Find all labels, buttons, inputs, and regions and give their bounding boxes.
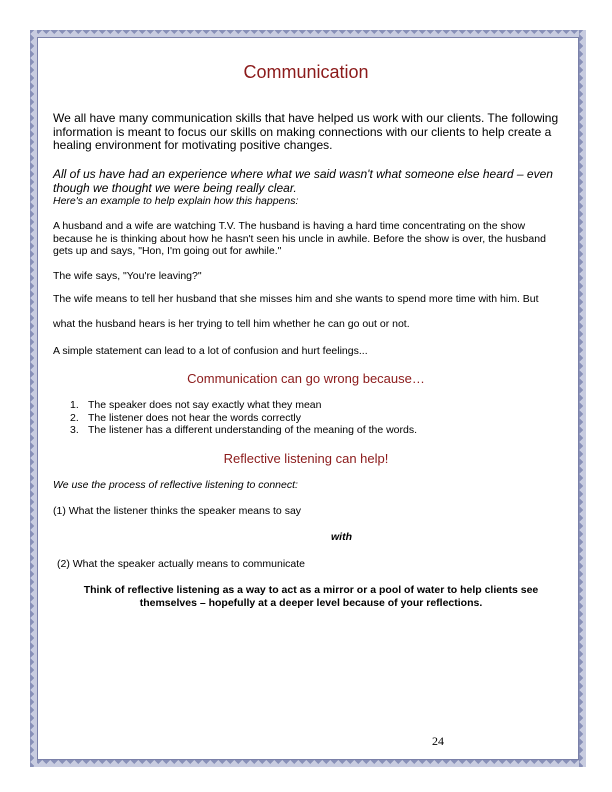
- mirror-statement: Think of reflective listening as a way to act as a mirror or a pool of water to help clients see themselves – hopefully at a deeper level because of your reflections.: [83, 584, 539, 609]
- list-item: 1. The speaker does not say exactly what they mean: [70, 399, 322, 411]
- list-item: 2. The listener does not hear the words correctly: [70, 411, 302, 424]
- page-border-top: [30, 30, 586, 37]
- with-label: with: [331, 531, 352, 543]
- process-intro: We use the process of reflective listening to connect:: [53, 479, 298, 491]
- wife-says: The wife says, "You're leaving?": [53, 270, 202, 282]
- page-border-left: [30, 30, 37, 767]
- list-item: 3. The listener has a different understanding of the meaning of the words.: [70, 424, 418, 436]
- page-border-right: [579, 30, 586, 767]
- story-paragraph: A husband and a wife are watching T.V. The husband is having a hard time concentrating on the show because he is thinking about how he hasn't seen his uncle in awhile. Before the show is over, the husband gets up and says, "Hon, I'm going out for awhile.": [53, 220, 546, 257]
- reflective-heading: Reflective listening can help!: [223, 451, 389, 466]
- listener-thinks: (1) What the listener thinks the speaker means to say: [53, 505, 302, 517]
- speaker-means: (2) What the speaker actually means to communicate: [57, 558, 306, 570]
- intro-paragraph: We all have many communication skills that have helped us work with our clients. The following information is meant to focus our skills on making connections with our clients to help create a healing environment for motivating positive changes.: [53, 111, 559, 152]
- wrong-heading: Communication can go wrong because…: [187, 371, 425, 386]
- confusion-statement: A simple statement can lead to a lot of confusion and hurt feelings...: [53, 345, 368, 357]
- wrong-list: [70, 399, 550, 437]
- husband-hears: what the husband hears is her trying to tell him whether he can go out or not.: [53, 318, 410, 330]
- page-title: Communication: [243, 62, 369, 82]
- page-number: 24: [432, 734, 444, 748]
- experience-paragraph: All of us have had an experience where what we said wasn't what someone else heard – even though we thought we were being really clear.: [53, 167, 553, 195]
- example-intro: Here's an example to help explain how this happens:: [53, 195, 299, 207]
- wife-means: The wife means to tell her husband that she misses him and she wants to spend more time with him. But: [53, 293, 539, 305]
- page-border-bottom: [30, 760, 586, 767]
